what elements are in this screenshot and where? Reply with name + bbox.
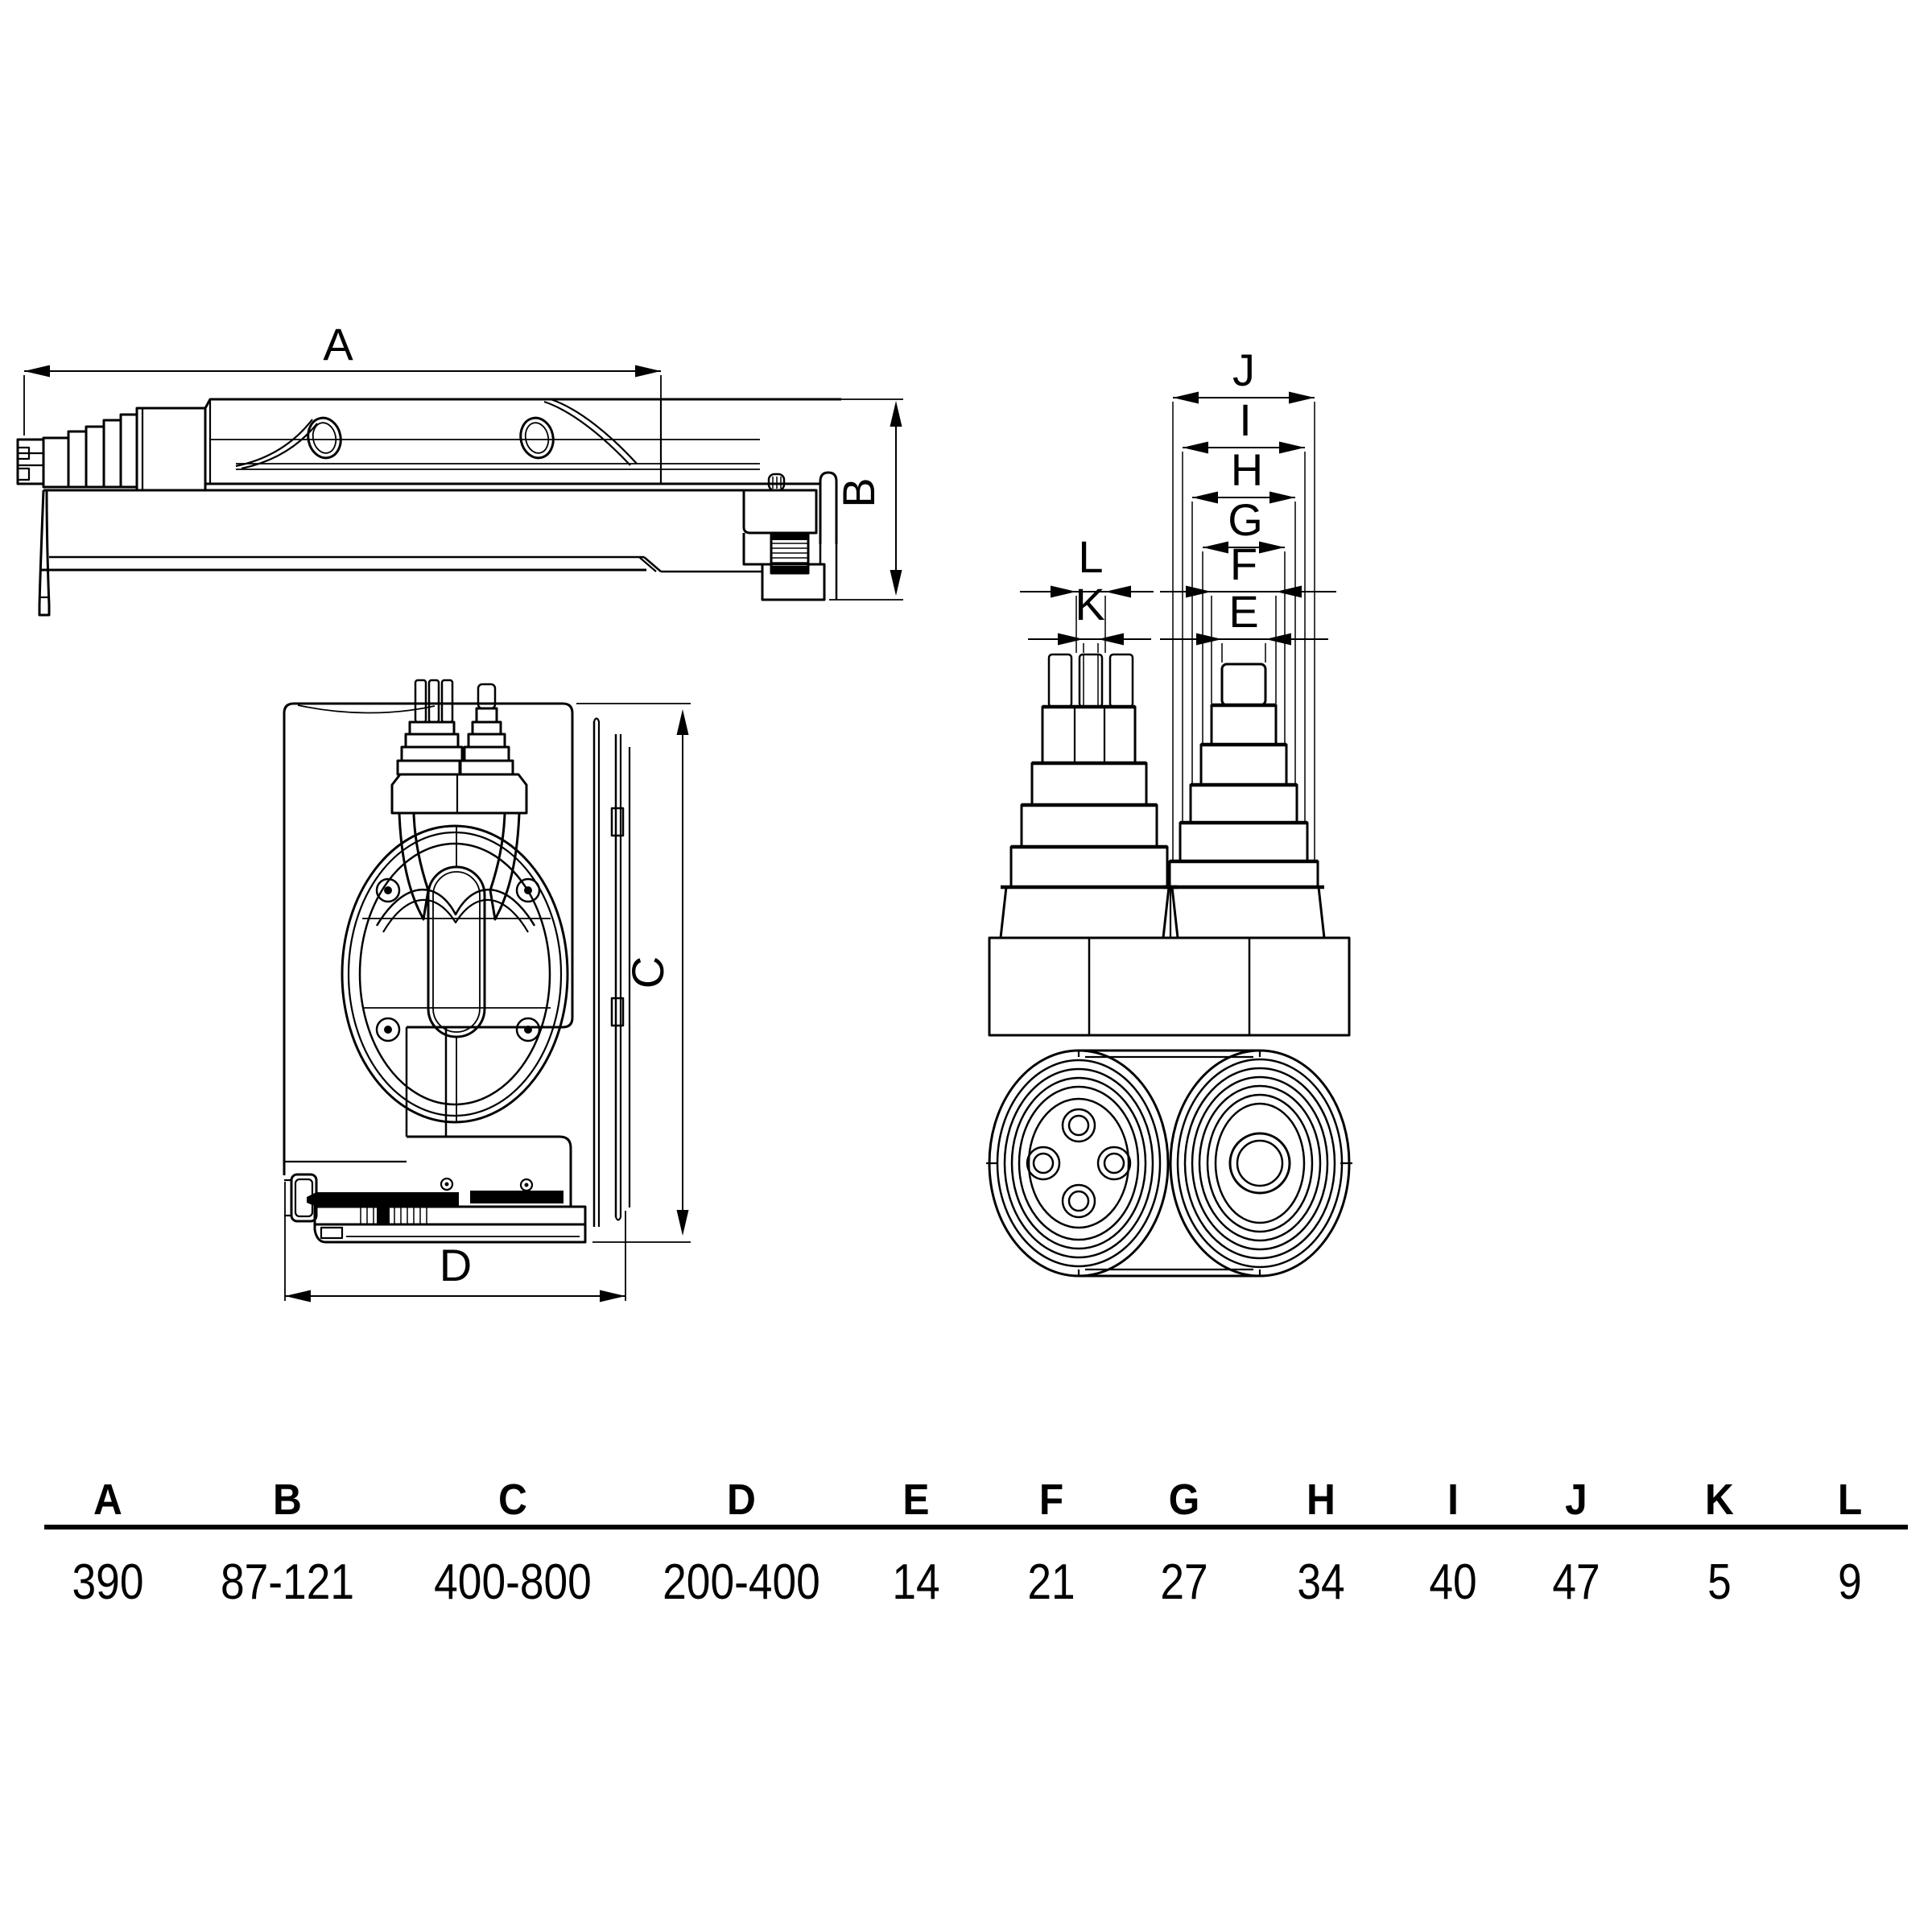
dim-k-label: K	[1075, 579, 1105, 630]
left-plug-boot	[1001, 654, 1178, 938]
table-value-c: 400-800	[434, 1554, 592, 1610]
cross-section-left-cable	[989, 1051, 1168, 1276]
plug-base-block	[989, 938, 1349, 1035]
dim-h-label: H	[1230, 444, 1264, 495]
top-view	[284, 680, 691, 1302]
dim-l-label: L	[1078, 531, 1104, 582]
dim-e-label: E	[1228, 586, 1259, 637]
table-header-j: J	[1565, 1476, 1587, 1524]
dim-d-label: D	[439, 1240, 473, 1290]
table-value-f: 21	[1027, 1554, 1075, 1610]
dim-j-label: J	[1232, 345, 1255, 395]
table-header-b: B	[273, 1476, 302, 1524]
dim-f-label: F	[1229, 539, 1258, 589]
table-value-g: 27	[1160, 1554, 1208, 1610]
table-header-l: L	[1837, 1476, 1863, 1524]
table-header-i: I	[1447, 1476, 1459, 1524]
table-header-e: E	[902, 1476, 930, 1524]
side-latch	[744, 473, 836, 600]
table-value-k: 5	[1707, 1554, 1732, 1610]
table-header-f: F	[1038, 1476, 1064, 1524]
right-plug-boot	[1163, 664, 1324, 938]
table-value-a: 390	[72, 1554, 144, 1610]
side-view	[18, 319, 903, 615]
dim-a-label: A	[323, 319, 353, 369]
table-header-k: K	[1705, 1476, 1734, 1524]
table-header-c: C	[498, 1476, 527, 1524]
table-value-e: 14	[892, 1554, 940, 1610]
table-value-i: 40	[1429, 1554, 1477, 1610]
dim-c-label: C	[622, 956, 673, 989]
dim-b-label: B	[833, 477, 884, 508]
dim-g-label: G	[1228, 494, 1263, 545]
dim-k	[1028, 579, 1151, 653]
top-view-latch	[284, 1162, 585, 1242]
table-value-j: 47	[1552, 1554, 1600, 1610]
table-rule	[44, 1525, 1908, 1530]
plug-detail-view	[989, 345, 1349, 1035]
top-view-glands	[377, 680, 535, 932]
table-value-d: 200-400	[663, 1554, 820, 1610]
table-value-l: 9	[1838, 1554, 1862, 1610]
table-value-h: 34	[1297, 1554, 1345, 1610]
dim-b	[829, 399, 903, 600]
cross-section-right-cable	[1170, 1051, 1349, 1276]
table-header-h: H	[1307, 1476, 1335, 1524]
table-header-a: A	[93, 1476, 122, 1524]
dim-e	[1160, 586, 1328, 663]
dim-i-label: I	[1239, 394, 1252, 445]
cross-section-view	[986, 1051, 1352, 1276]
top-view-oval-plate	[342, 826, 568, 1122]
table-value-b: 87-121	[220, 1554, 355, 1610]
table-header-g: G	[1168, 1476, 1200, 1524]
table-header-d: D	[727, 1476, 756, 1524]
